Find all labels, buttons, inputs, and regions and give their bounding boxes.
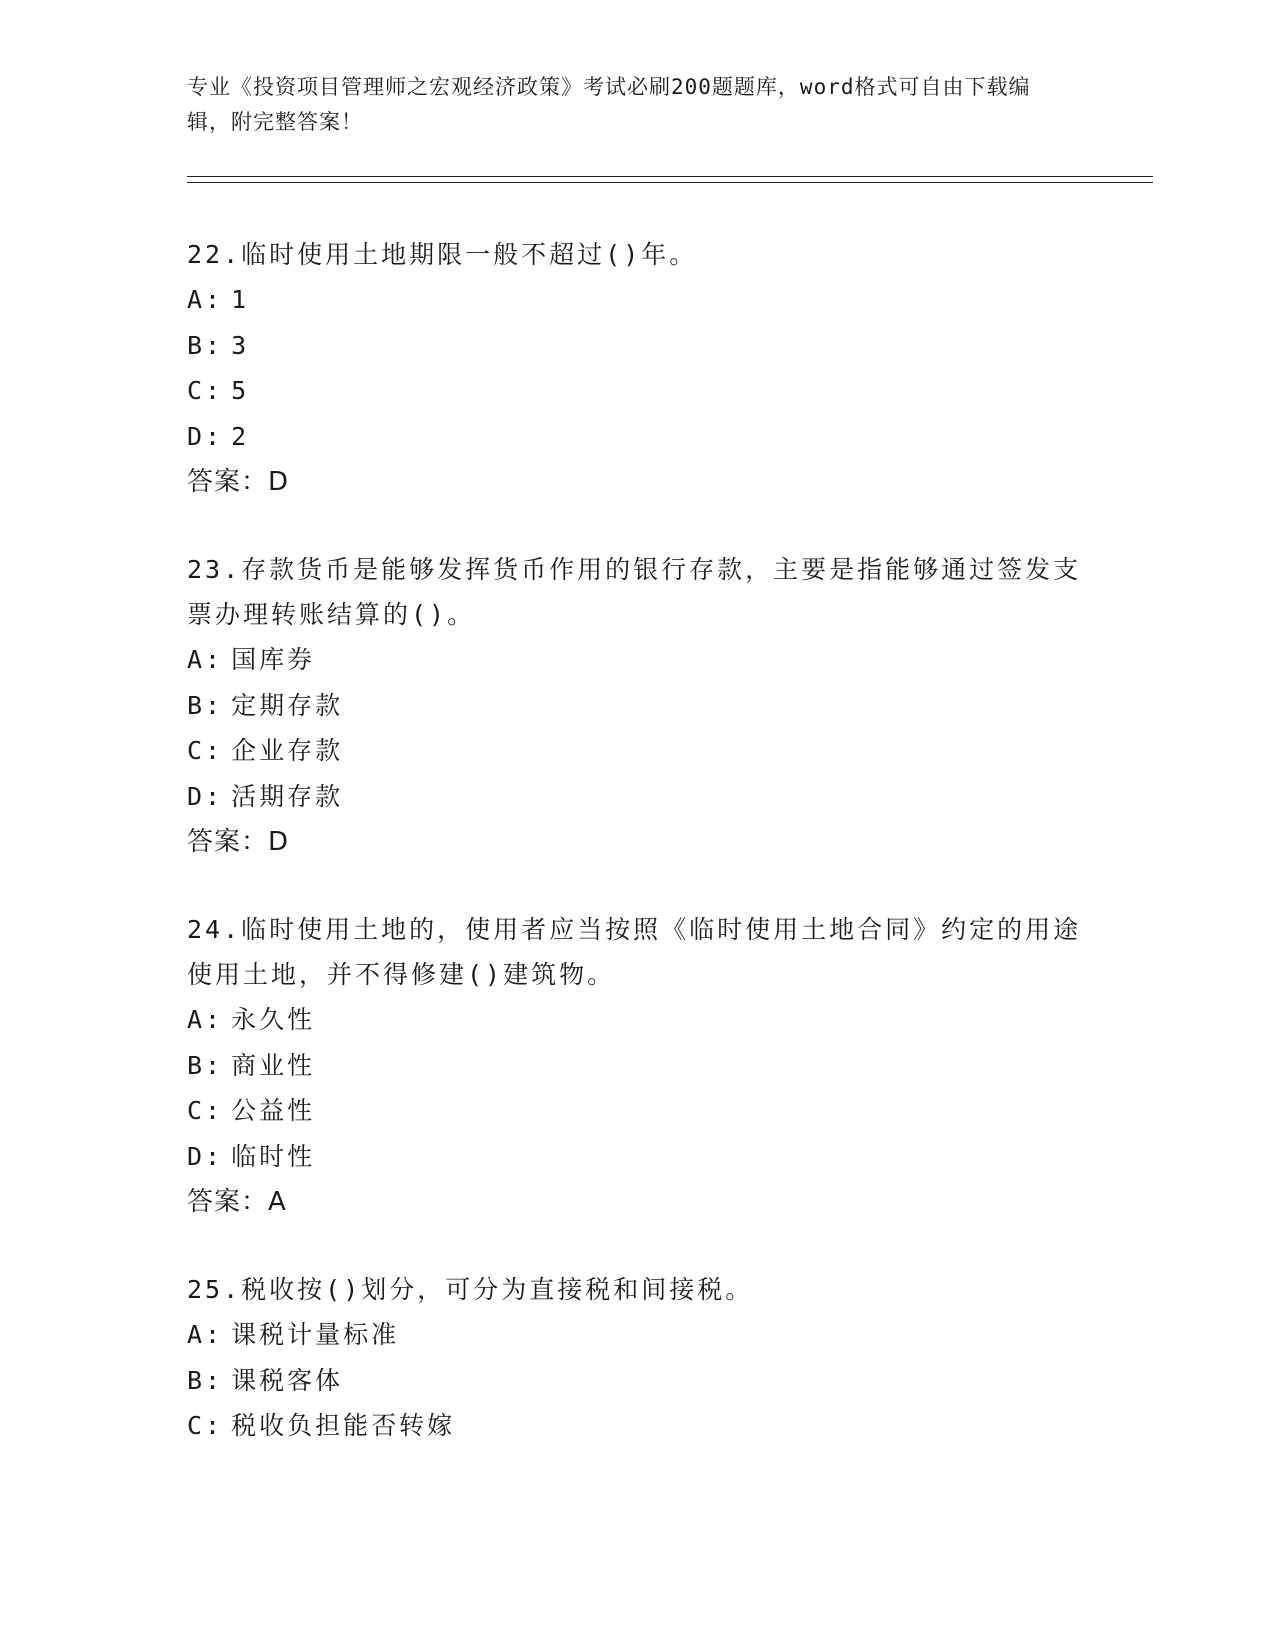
option-a xyxy=(187,997,1087,1043)
answer-value: D xyxy=(268,467,290,497)
option-b xyxy=(187,1043,1087,1089)
option-letter: A: xyxy=(187,285,224,314)
option-d xyxy=(187,1134,1087,1180)
option-a xyxy=(187,1312,1087,1358)
option-letter: A: xyxy=(187,1005,224,1034)
option-text: 税收负担能否转嫁 xyxy=(231,1411,456,1440)
option-c xyxy=(187,1088,1087,1134)
question-text: 22.临时使用土地期限一般不超过()年。 xyxy=(187,240,698,269)
option-letter: A: xyxy=(187,645,224,674)
answer xyxy=(187,1179,1087,1225)
option-text: 3 xyxy=(231,330,250,360)
option-text: 公益性 xyxy=(231,1096,316,1125)
question-list xyxy=(187,232,1087,1491)
option-letter: D: xyxy=(187,1141,224,1171)
option-c xyxy=(187,1403,1087,1449)
option-letter: C: xyxy=(187,1411,224,1440)
option-letter: B: xyxy=(187,690,224,720)
option-letter: D: xyxy=(187,781,224,811)
question-text: 25.税收按()划分，可分为直接税和间接税。 xyxy=(187,1275,754,1304)
option-c xyxy=(187,728,1087,774)
option-text: 1 xyxy=(231,285,250,314)
question-25 xyxy=(187,1267,1087,1449)
option-text: 国库券 xyxy=(231,645,316,674)
option-letter: B: xyxy=(187,1365,224,1395)
question-24 xyxy=(187,907,1087,1225)
option-text: 永久性 xyxy=(231,1005,316,1034)
answer xyxy=(187,459,1087,505)
answer xyxy=(187,819,1087,865)
option-letter: B: xyxy=(187,1050,224,1080)
question-text: 24.临时使用土地的，使用者应当按照《临时使用土地合同》约定的用途使用土地，并不得修建()建筑物。 xyxy=(187,915,1082,989)
option-text: 定期存款 xyxy=(231,690,344,720)
option-text: 企业存款 xyxy=(231,736,344,765)
option-letter: B: xyxy=(187,330,224,360)
option-text: 课税客体 xyxy=(231,1365,344,1395)
question-22 xyxy=(187,232,1087,505)
question-23 xyxy=(187,547,1087,865)
option-a xyxy=(187,277,1087,323)
option-text: 5 xyxy=(231,376,250,405)
answer-label: 答案： xyxy=(187,467,269,497)
option-d xyxy=(187,414,1087,460)
option-text: 课税计量标准 xyxy=(231,1320,400,1349)
question-text: 23.存款货币是能够发挥货币作用的银行存款，主要是指能够通过签发支票办理转账结算的()。 xyxy=(187,555,1082,629)
answer-value: A xyxy=(268,1187,287,1217)
option-letter: C: xyxy=(187,736,224,765)
option-d xyxy=(187,774,1087,820)
header-rule-bottom xyxy=(187,182,1153,183)
option-a xyxy=(187,637,1087,683)
option-b xyxy=(187,1358,1087,1404)
option-letter: C: xyxy=(187,376,224,405)
option-letter: C: xyxy=(187,1096,224,1125)
option-b xyxy=(187,323,1087,369)
option-text: 商业性 xyxy=(231,1050,316,1080)
option-b xyxy=(187,683,1087,729)
answer-value: D xyxy=(268,827,290,857)
option-text: 2 xyxy=(231,421,250,451)
header-rule-top xyxy=(187,176,1153,177)
option-c xyxy=(187,368,1087,414)
option-letter: A: xyxy=(187,1320,224,1349)
document-header: 专业《投资项目管理师之宏观经济政策》考试必刷200题题库，word格式可自由下载编辑，附完整答案！ xyxy=(187,75,1031,134)
answer-label: 答案： xyxy=(187,1187,269,1217)
answer-label: 答案： xyxy=(187,827,269,857)
option-letter: D: xyxy=(187,421,224,451)
option-text: 临时性 xyxy=(231,1141,316,1171)
option-text: 活期存款 xyxy=(231,781,344,811)
